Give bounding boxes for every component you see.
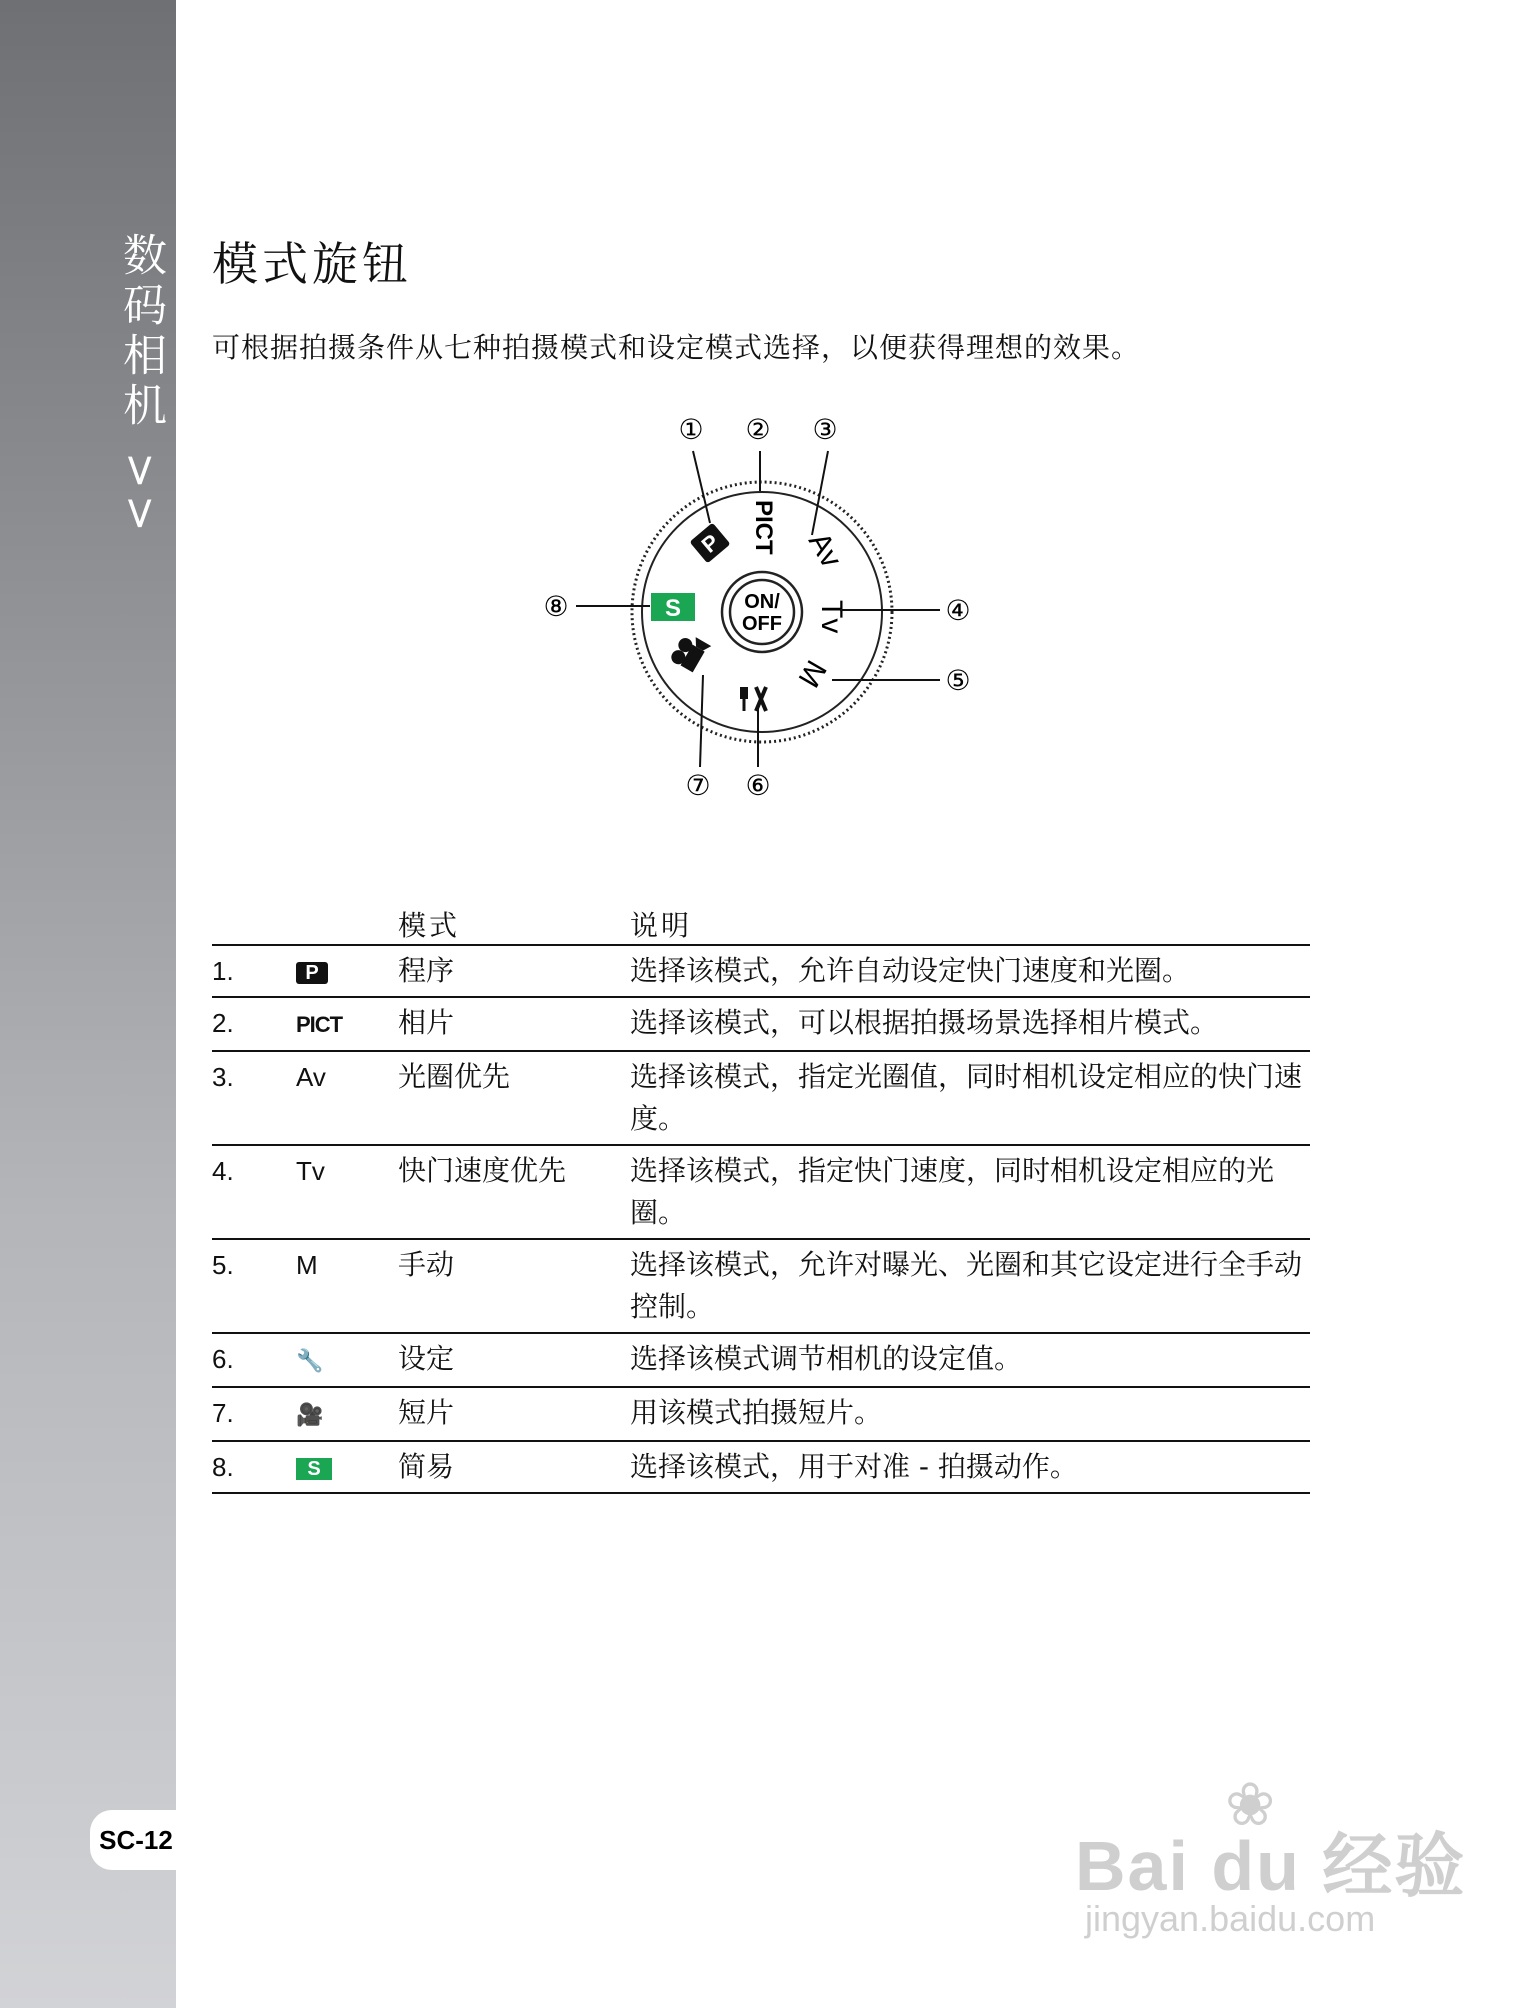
table-row xyxy=(212,997,1310,1051)
tv-mode-icon: Tv xyxy=(296,1156,325,1186)
row-num: 8. xyxy=(212,1441,296,1493)
callout-4: ④ xyxy=(945,594,971,627)
callout-6: ⑥ xyxy=(745,769,771,802)
sidebar xyxy=(0,0,176,2008)
movie-camera-icon: 🎥 xyxy=(296,1402,324,1427)
dial-pict-label: PICT xyxy=(750,500,777,555)
mode-dial-diagram xyxy=(520,395,1000,815)
row-desc: 选择该模式，允许自动设定快门速度和光圈。 xyxy=(630,945,1310,997)
row-mode: 快门速度优先 xyxy=(398,1145,630,1239)
dial-s-mode xyxy=(651,593,695,622)
dial-on-label: ON/ xyxy=(744,591,780,613)
pict-mode-icon: PICT xyxy=(296,1012,343,1037)
sidebar-title: 数码相机 >> xyxy=(115,232,166,538)
dial-off-label: OFF xyxy=(742,613,782,635)
row-desc: 选择该模式，指定光圈值，同时相机设定相应的快门速度。 xyxy=(630,1051,1310,1145)
row-desc: 选择该模式，指定快门速度，同时相机设定相应的光圈。 xyxy=(630,1145,1310,1239)
row-desc: 选择该模式调节相机的设定值。 xyxy=(630,1333,1310,1387)
table-row xyxy=(212,1239,1310,1333)
dial-s-label: S xyxy=(664,595,682,622)
row-num: 1. xyxy=(212,945,296,997)
program-mode-icon: P xyxy=(296,962,328,984)
header-mode: 模式 xyxy=(398,909,461,942)
dial-tv-label: Tv xyxy=(815,600,848,634)
row-mode: 相片 xyxy=(398,997,630,1051)
row-num: 5. xyxy=(212,1239,296,1333)
header-icon xyxy=(296,902,398,945)
callout-5: ⑤ xyxy=(945,664,971,697)
row-desc: 选择该模式，可以根据拍摄场景选择相片模式。 xyxy=(630,997,1310,1051)
intro-text: 可根据拍摄条件从七种拍摄模式和设定模式选择，以便获得理想的效果。 xyxy=(212,331,1141,364)
row-desc: 选择该模式，用于对准 - 拍摄动作。 xyxy=(630,1441,1310,1493)
row-num: 2. xyxy=(212,997,296,1051)
row-num: 7. xyxy=(212,1387,296,1441)
baidu-watermark xyxy=(1075,1770,1475,1950)
table-row xyxy=(212,1145,1310,1239)
mode-table xyxy=(212,902,1310,1494)
row-mode: 设定 xyxy=(398,1333,630,1387)
setup-tools-icon: 🔧 xyxy=(296,1348,324,1373)
row-mode: 程序 xyxy=(398,945,630,997)
table-row xyxy=(212,1333,1310,1387)
row-num: 4. xyxy=(212,1145,296,1239)
easy-mode-icon: S xyxy=(296,1458,332,1480)
table-row xyxy=(212,1387,1310,1441)
table-row xyxy=(212,1051,1310,1145)
row-mode: 简易 xyxy=(398,1441,630,1493)
dial-p-label: P xyxy=(696,529,724,558)
header-desc: 说明 xyxy=(630,909,693,942)
av-mode-icon: Av xyxy=(296,1062,326,1092)
row-mode: 手动 xyxy=(398,1239,630,1333)
header-num xyxy=(212,902,296,945)
dial-m-label: M xyxy=(791,654,833,693)
row-num: 6. xyxy=(212,1333,296,1387)
row-desc: 选择该模式，允许对曝光、光圈和其它设定进行全手动控制。 xyxy=(630,1239,1310,1333)
table-row xyxy=(212,1441,1310,1493)
dial-av-label: Av xyxy=(801,527,848,574)
table-row xyxy=(212,945,1310,997)
callout-7: ⑦ xyxy=(685,769,711,802)
table-header-row xyxy=(212,902,1310,945)
page-number: SC-12 xyxy=(90,1810,182,1870)
callout-2: ② xyxy=(745,413,771,446)
paw-icon: ❀ xyxy=(1225,1770,1276,1840)
callout-3: ③ xyxy=(812,413,838,446)
watermark-main: Bai du 经验 xyxy=(1075,1827,1467,1905)
watermark-url: jingyan.baidu.com xyxy=(1085,1898,1376,1939)
page-title: 模式旋钮 xyxy=(212,237,412,291)
row-desc: 用该模式拍摄短片。 xyxy=(630,1387,1310,1441)
row-num: 3. xyxy=(212,1051,296,1145)
manual-mode-icon: M xyxy=(296,1250,318,1280)
callout-1: ① xyxy=(678,413,704,446)
row-mode: 短片 xyxy=(398,1387,630,1441)
callout-8: ⑧ xyxy=(543,590,569,623)
row-mode: 光圈优先 xyxy=(398,1051,630,1145)
